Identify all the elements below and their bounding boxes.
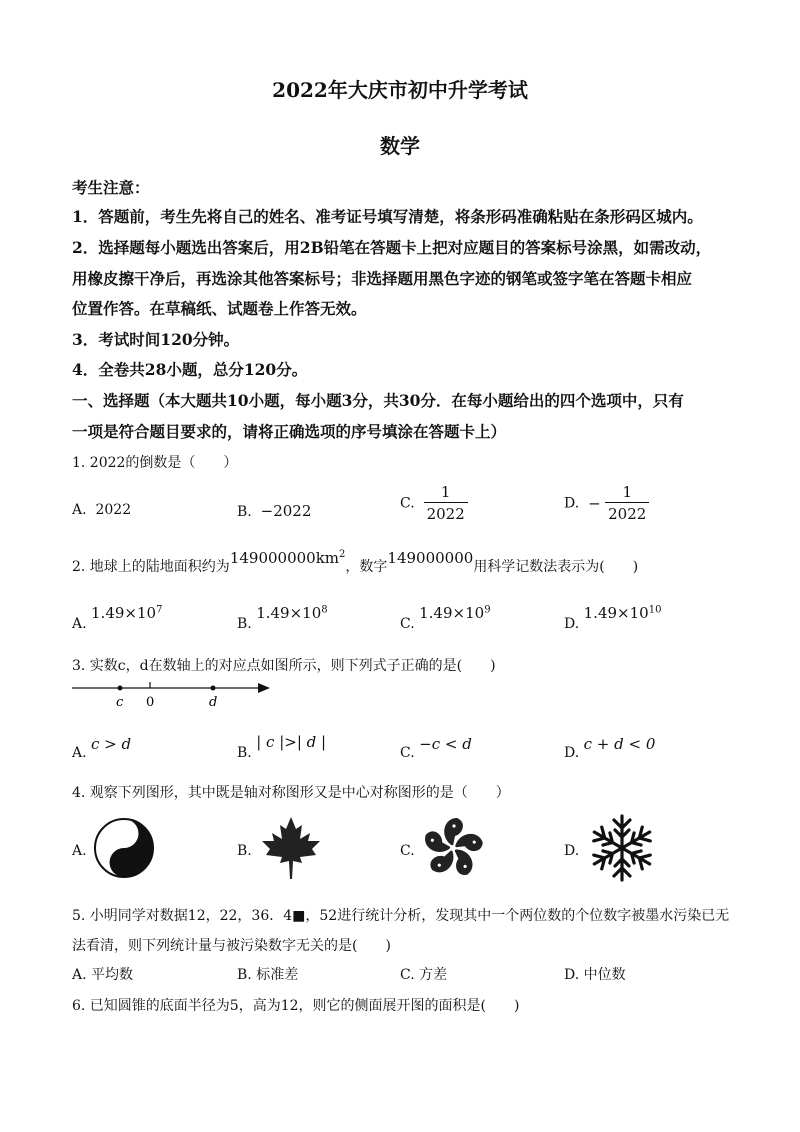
point-d	[211, 686, 216, 691]
section-heading-cont: 一项是符合题目要求的，请将正确选项的序号填涂在答题卡上）	[72, 422, 507, 441]
q3-option-c: C. −c < d	[400, 735, 472, 761]
q2-option-a: A. $1.49\times 10^7$	[72, 604, 163, 632]
notice-item-1: 1．答题前，考生先将自己的姓名、准考证号填写清楚，将条形码准确粘贴在条形码区城内。	[72, 207, 703, 226]
point-c	[118, 686, 123, 691]
notice-item-2-end: 位置作答。在草稿纸、试题卷上作答无效。	[72, 299, 367, 318]
q4-option-c-label: C.	[400, 843, 415, 859]
q1-option-b: B. −2022	[237, 502, 312, 520]
question-1-stem: 1. 2022的倒数是（ ）	[72, 455, 238, 471]
label-zero: 0	[146, 695, 155, 710]
question-3-stem: 3. 实数c，d在数轴上的对应点如图所示，则下列式子正确的是( )	[72, 658, 496, 674]
q3-option-d: D. c + d < 0	[564, 735, 656, 761]
q1-option-d: D. − $\frac{1}{2022}$	[564, 482, 649, 525]
q4-option-b-label: B.	[237, 843, 252, 859]
q4-option-a-label: A.	[72, 843, 87, 859]
label-d: d	[209, 695, 218, 710]
fraction: $\frac{1}{2022}$	[605, 482, 649, 525]
question-5-stem: 5. 小明同学对数据12，22，36．4■，52进行统计分析，发现其中一个两位数的个位数字被墨水污染已无	[72, 908, 730, 924]
q5-option-a: A. 平均数	[72, 967, 134, 983]
q3-option-a: A. c > d	[72, 735, 132, 761]
q5-option-c: C. 方差	[400, 967, 448, 983]
notice-item-4: 4．全卷共28小题，总分120分。	[72, 360, 308, 379]
q1-option-a: A. 2022	[72, 502, 132, 518]
maple-leaf-icon	[258, 815, 324, 881]
question-4-stem: 4. 观察下列图形，其中既是轴对称图形又是中心对称图形的是（ ）	[72, 785, 510, 801]
q4-option-d-label: D.	[564, 843, 580, 859]
fraction: $\frac{1}{2022}$	[424, 482, 468, 525]
label-c: c	[116, 695, 124, 710]
question-2-stem: 2. 地球上的陆地面积约为$149000000km^2$，数字149000000用科学记数法表示为( )	[72, 549, 639, 575]
q2-option-b: B. $1.49\times 10^8$	[237, 604, 328, 632]
axis-arrow	[258, 683, 270, 693]
exam-title: 2022年大庆市初中升学考试	[272, 78, 528, 102]
q1-option-c: C. $\frac{1}{2022}$	[400, 482, 468, 525]
question-5-stem-cont: 法看清，则下列统计量与被污染数字无关的是( )	[72, 938, 391, 954]
notice-item-3: 3．考试时间120分钟。	[72, 330, 240, 349]
q5-option-d: D. 中位数	[564, 967, 626, 983]
bauhinia-flower-icon	[420, 815, 486, 881]
q3-option-b: B. | c |>| d |	[237, 733, 327, 761]
q5-option-b: B. 标准差	[237, 967, 299, 983]
q2-option-d: D. $1.49\times 10^{10}$	[564, 604, 662, 632]
exam-subject: 数学	[380, 134, 420, 158]
number-line	[70, 678, 280, 712]
question-6-stem: 6. 已知圆锥的底面半径为5，高为12，则它的侧面展开图的面积是( )	[72, 998, 520, 1014]
snowflake-icon	[586, 812, 658, 884]
notice-heading: 考生注意：	[72, 178, 150, 197]
notice-item-2: 2．选择题每小题选出答案后，用2B铅笔在答题卡上把对应题目的答案标号涂黑，如需改动，	[72, 238, 712, 257]
q2-option-c: C. $1.49\times 10^9$	[400, 604, 491, 632]
section-heading: 一、选择题（本大题共10小题，每小题3分，共30分．在每小题给出的四个选项中，只有	[72, 391, 684, 410]
notice-item-2-cont: 用橡皮擦干净后，再选涂其他答案标号；非选择题用黑色字迹的钢笔或签字笔在答题卡相应	[72, 269, 693, 288]
yin-yang-icon	[93, 817, 155, 879]
